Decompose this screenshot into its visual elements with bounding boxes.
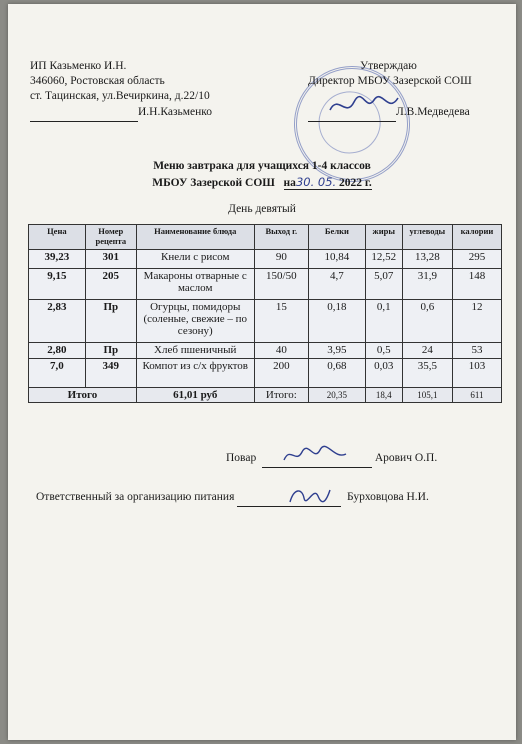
cell-price: 2,83 xyxy=(29,300,86,343)
col-header-dish: Наименование блюда xyxy=(136,225,254,250)
document-page xyxy=(8,4,516,740)
total-amount: 61,01 руб xyxy=(136,388,254,403)
org-name: ИП Казьменко И.Н. xyxy=(30,60,127,72)
table-row xyxy=(29,359,502,388)
cook-label: Повар xyxy=(226,452,257,464)
total-fat: 18,4 xyxy=(365,388,402,403)
cell-carbs: 24 xyxy=(402,343,452,359)
cell-protein: 10,84 xyxy=(309,250,366,269)
table-row xyxy=(29,269,502,300)
cell-recipe: 205 xyxy=(85,269,136,300)
cell-kcal: 103 xyxy=(452,359,501,388)
table-row xyxy=(29,250,502,269)
cell-recipe: Пр xyxy=(85,300,136,343)
date-prefix: на xyxy=(283,177,296,189)
cell-dish: Кнели с рисом xyxy=(136,250,254,269)
cell-carbs: 0,6 xyxy=(402,300,452,343)
cell-protein: 0,68 xyxy=(309,359,366,388)
cell-kcal: 53 xyxy=(452,343,501,359)
cell-dish: Огурцы, помидоры (соленые, свежие – по сезону) xyxy=(136,300,254,343)
table-row xyxy=(29,343,502,359)
table-row xyxy=(29,300,502,343)
cell-carbs: 13,28 xyxy=(402,250,452,269)
cell-fat: 0,5 xyxy=(365,343,402,359)
col-header-kcal: калории xyxy=(452,225,501,250)
cell-recipe: Пр xyxy=(85,343,136,359)
cell-yield: 90 xyxy=(254,250,308,269)
responsible-signature xyxy=(284,482,334,508)
col-header-yield: Выход г. xyxy=(254,225,308,250)
total-kcal: 611 xyxy=(452,388,501,403)
approve-label: Утверждаю xyxy=(360,60,417,72)
cell-recipe: 301 xyxy=(85,250,136,269)
cell-price: 9,15 xyxy=(29,269,86,300)
cell-dish: Макароны отварные с маслом xyxy=(136,269,254,300)
menu-table xyxy=(28,224,502,403)
cell-dish: Хлеб пшеничный xyxy=(136,343,254,359)
cell-dish: Компот из с/х фруктов xyxy=(136,359,254,388)
org-address-street: ст. Тацинская, ул.Вечиркина, д.22/10 xyxy=(30,90,210,102)
signature-blank xyxy=(30,104,138,122)
cell-protein: 4,7 xyxy=(309,269,366,300)
total-protein: 20,35 xyxy=(309,388,366,403)
col-header-recipe: Номер рецепта xyxy=(85,225,136,250)
cell-price: 7,0 xyxy=(29,359,86,388)
cell-fat: 12,52 xyxy=(365,250,402,269)
handwritten-date: 30. 05. xyxy=(295,175,337,189)
cell-fat: 5,07 xyxy=(365,269,402,300)
day-label: День девятый xyxy=(228,203,296,215)
cell-yield: 15 xyxy=(254,300,308,343)
cell-kcal: 148 xyxy=(452,269,501,300)
responsible-name: Бурховцова Н.И. xyxy=(347,491,429,503)
total-label: Итого xyxy=(29,388,137,403)
total-label-2: Итого: xyxy=(254,388,308,403)
cell-kcal: 295 xyxy=(452,250,501,269)
org-signature-line xyxy=(30,104,212,122)
cell-carbs: 31,9 xyxy=(402,269,452,300)
total-carbs: 105,1 xyxy=(402,388,452,403)
director-name: Л.В.Медведева xyxy=(396,106,470,118)
responsible-label: Ответственный за организацию питания xyxy=(36,491,235,503)
responsible-signature-line xyxy=(36,489,429,507)
cell-price: 2,80 xyxy=(29,343,86,359)
cook-name: Арович О.П. xyxy=(374,452,438,464)
org-address-region: 346060, Ростовская область xyxy=(30,75,165,87)
cell-kcal: 12 xyxy=(452,300,501,343)
table-header-row xyxy=(29,225,502,250)
cell-protein: 0,18 xyxy=(309,300,366,343)
col-header-protein: Белки xyxy=(309,225,366,250)
col-header-carbs: углеводы xyxy=(402,225,452,250)
cell-yield: 150/50 xyxy=(254,269,308,300)
cook-signature xyxy=(280,442,350,466)
menu-subtitle xyxy=(8,175,516,190)
cell-fat: 0,1 xyxy=(365,300,402,343)
cell-yield: 40 xyxy=(254,343,308,359)
director-title: Директор МБОУ Зазерской СОШ xyxy=(308,75,472,87)
cell-carbs: 35,5 xyxy=(402,359,452,388)
cell-yield: 200 xyxy=(254,359,308,388)
director-signature xyxy=(326,90,402,120)
cell-price: 39,23 xyxy=(29,250,86,269)
col-header-price: Цена xyxy=(29,225,86,250)
cell-fat: 0,03 xyxy=(365,359,402,388)
cell-protein: 3,95 xyxy=(309,343,366,359)
menu-title: Меню завтрака для учащихся 1-4 классов xyxy=(153,160,371,172)
date-year: 2022 г. xyxy=(339,177,372,189)
org-signer-name: И.Н.Казьменко xyxy=(138,106,213,118)
cell-recipe: 349 xyxy=(85,359,136,388)
table-total-row xyxy=(29,388,502,403)
school-name: МБОУ Зазерской СОШ xyxy=(152,177,275,189)
col-header-fat: жиры xyxy=(365,225,402,250)
date-field xyxy=(284,175,372,190)
